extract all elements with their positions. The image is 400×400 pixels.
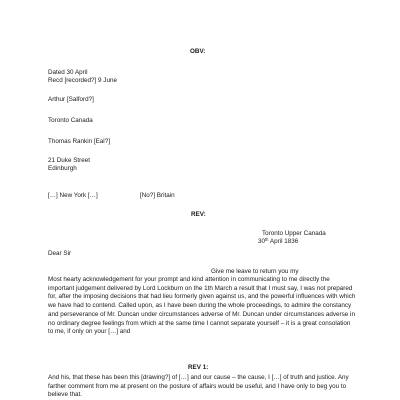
received-line: Recd [recorded?] 9 June xyxy=(48,77,117,84)
main-paragraph: Most hearty acknowledgement for your prompt and kind attention in communicating to me directly the important judgement delivered by Lord Lockburn on the 1th March a result that I must say, I was not prepared for, after the imposing decisions that had lieu formerly given against us, and the powerful influences with which we have had to contend. Called upon, as I have been during the whole proceedings, to admire the constancy and perseverance of Mr. Duncan under circumstances adverse of Mr. Duncan under circumstances adverse in no ordinary degree feelings from which at the same time I cannot separate yourself – it is a great consolation to me, if only on your […] and xyxy=(48,276,356,336)
street-line: 21 Duke Street xyxy=(48,157,91,164)
rev1-heading: REV 1: xyxy=(188,364,209,371)
rev-date-rest: April 1836 xyxy=(268,238,299,245)
rev-date-suffix: th xyxy=(265,237,269,242)
rev-date-day: 30 xyxy=(258,238,266,245)
obv-heading: OBV: xyxy=(190,48,206,55)
person-name-2: Thomas Rankin [Eal?] xyxy=(48,138,110,145)
city-line: Edinburgh xyxy=(48,165,77,172)
footer-right-note: [No?] Britain xyxy=(140,192,175,199)
place-line-1: Toronto Canada xyxy=(48,117,93,124)
person-name-1: Arthur [Salford?] xyxy=(48,96,94,103)
paragraph-lead: Give me leave to return you my xyxy=(211,268,299,275)
salutation: Dear Sir xyxy=(48,250,72,257)
rev-date xyxy=(258,238,298,246)
rev-location: Toronto Upper Canada xyxy=(262,230,326,237)
footer-left-note: […] New York […] xyxy=(48,192,98,199)
rev-heading: REV: xyxy=(191,211,206,218)
dated-line: Dated 30 April xyxy=(48,69,88,76)
rev1-paragraph: And his, that these has been this [drawing?] of […] and our cause – the cause, I […] of truth and justice. Any farther comment from me at present on the posture of affairs would be useful, and I have only to beg you to believe that. xyxy=(48,374,349,399)
